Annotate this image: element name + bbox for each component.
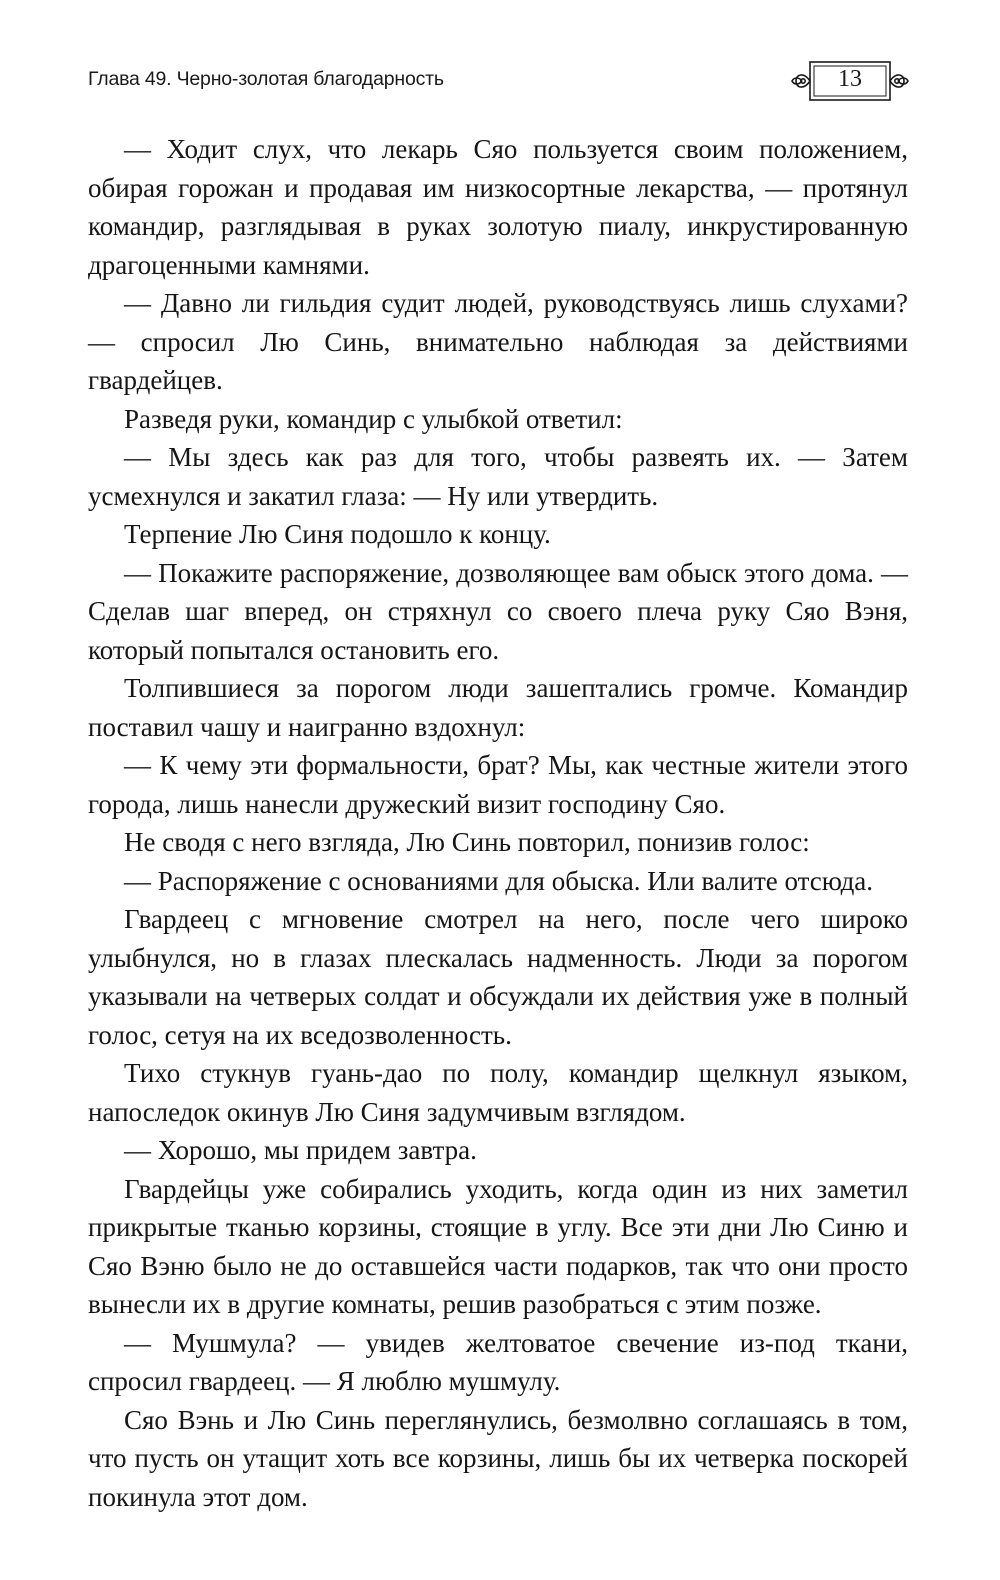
page-number: 13 [838, 66, 862, 92]
paragraph: Толпившиеся за порогом люди зашептались громче. Командир поставил чашу и наигранно вздохнул: [88, 673, 908, 742]
paragraph: — К чему эти формальности, брат? Мы, как честные жители этого города, лишь нанесли дружеский визит господину Сяо. [88, 750, 908, 819]
paragraph: — Мы здесь как раз для того, чтобы развеять их. — Затем усмехнулся и закатил глаза: — Ну или утвердить. [88, 442, 908, 511]
body-text [88, 130, 908, 1516]
paragraph: — Давно ли гильдия судит людей, руководствуясь лишь слухами? — спросил Лю Синь, внимательно наблюдая за действиями гвардейцев. [88, 288, 908, 395]
paragraph: Не сводя с него взгляда, Лю Синь повторил, понизив голос: [124, 827, 810, 857]
paragraph: — Покажите распоряжение, дозволяющее вам обыск этого дома. — Сделав шаг вперед, он стряхнул со своего плеча руку Сяо Вэня, который попытался остановить его. [88, 557, 908, 665]
paragraph: Тихо стукнув гуань-дао по полу, командир щелкнул языком, напоследок окинув Лю Синя задумчивым взглядом. [88, 1058, 908, 1127]
paragraph: Разведя руки, командир с улыбкой ответил: [124, 403, 623, 434]
paragraph: Терпение Лю Синя подошло к концу. [124, 519, 551, 549]
paragraph: Гвардейцы уже собирались уходить, когда один из них заметил прикрытые тканью корзины, стоящие в углу. Все эти дни Лю Синю и Сяо Вэню было не до оставшейся части подарков, так что они просто вынесли их в другие комнаты, решив разобраться с этим позже. [88, 1173, 908, 1319]
paragraph: — Распоряжение с основаниями для обыска. Или валите отсюда. [124, 865, 874, 896]
page-header [88, 58, 910, 102]
page-number-ornament [790, 58, 910, 104]
paragraph: Сяо Вэнь и Лю Синь переглянулись, безмолвно соглашаясь в том, что пусть он утащит хоть все корзины, лишь бы их четверка поскорей покинула этот дом. [88, 1404, 908, 1512]
paragraph: Гвардеец с мгновение смотрел на него, после чего широко улыбнулся, но в глазах плескалась надменность. Люди за порогом указывали на четверых солдат и обсуждали их действия уже в полный голос, сетуя на их вседозволенность. [88, 904, 908, 1050]
paragraph: — Хорошо, мы придем завтра. [124, 1135, 477, 1165]
chapter-title: Глава 49. Черно-золотая благодарность [88, 68, 444, 90]
paragraph: — Мушмула? — увидев желтоватое свечение из-под ткани, спросил гвардеец. — Я люблю мушмулу. [88, 1327, 908, 1396]
paragraph: — Ходит слух, что лекарь Сяо пользуется своим положением, обирая горожан и продавая им низкосортные лекарства, — протянул командир, разглядывая в руках золотую пиалу, инкрустированную драгоценными камнями. [88, 134, 908, 280]
